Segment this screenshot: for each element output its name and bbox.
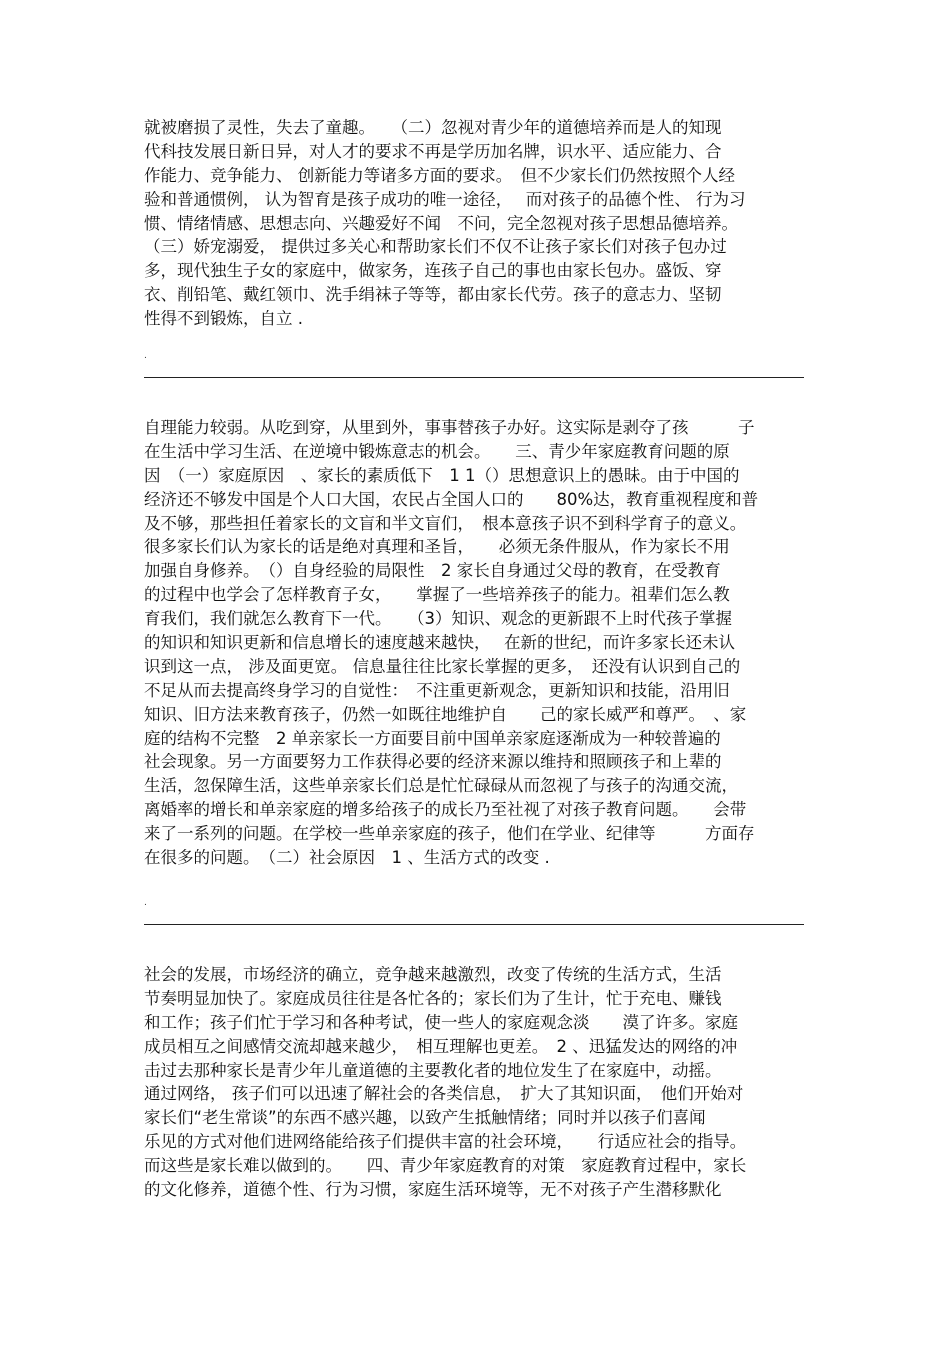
text-line: 来了一系列的问题。在学校一些单亲家庭的孩子，他们在学业、纪律等 方面存: [144, 824, 755, 844]
page-divider-2: [144, 924, 804, 925]
text-line: 的文化修养，道德个性、行为习惯，家庭生活环境等，无不对孩子产生潜移默化: [144, 1180, 722, 1200]
text-line: 很多家长们认为家长的话是绝对真理和圣旨， 必须无条件服从，作为家长不用: [144, 537, 730, 557]
text-line: 在生活中学习生活、在逆境中锻炼意志的机会。 三、青少年家庭教育问题的原: [144, 441, 730, 461]
text-line: （三）娇宠溺爱， 提供过多关心和帮助家长们不仅不让孩子家长们对孩子包办过: [144, 237, 727, 257]
text-line: 经济还不够发中国是个人口大国，农民占全国人口的 80%达，教育重视程度和普: [144, 489, 759, 509]
text-line: 育我们，我们就怎么教育下一代。 （3）知识、观念的更新跟不上时代孩子掌握: [144, 609, 732, 629]
text-line: 社会现象。另一方面要努力工作获得必要的经济来源以维持和照顾孩子和上辈的: [144, 752, 722, 772]
text-line: 性得不到锻炼，自立 .: [144, 309, 303, 329]
text-line: 和工作；孩子们忙于学习和各种考试，使一些人的家庭观念淡 漠了许多。家庭: [144, 1012, 738, 1032]
page-end-marker-1: .: [144, 351, 147, 361]
text-line: 代科技发展日新日异，对人才的要求不再是学历加名牌，识水平、适应能力、合: [144, 141, 722, 161]
text-line: 衣、削铅笔、戴红领巾、洗手绢袜子等等，都由家长代劳。孩子的意志力、坚韧: [144, 285, 722, 305]
text-line: 乐见的方式对他们进网络能给孩子们提供丰富的社会环境， 行适应社会的指导。: [144, 1132, 747, 1152]
text-line: 自理能力较弱。从吃到穿，从里到外，事事替孩子办好。这实际是剥夺了孩 子: [144, 418, 755, 437]
text-line: 击过去那种家长是青少年儿童道德的主要教化者的地位发生了在家庭中，动摇。: [144, 1060, 722, 1080]
text-block-1: [144, 116, 814, 331]
text-line: 社会的发展，市场经济的确立，竞争越来越激烈，改变了传统的生活方式，生活: [144, 965, 722, 984]
page-end-marker-2: .: [144, 898, 147, 908]
text-line: 通过网络， 孩子们可以迅速了解社会的各类信息， 扩大了其知识面， 他们开始对: [144, 1084, 744, 1104]
text-line: 就被磨损了灵性，失去了童趣。 （二）忽视对青少年的道德培养而是人的知现: [144, 118, 722, 137]
text-line: 及不够，那些担任着家长的文盲和半文盲们， 根本意孩子识不到科学育子的意义。: [144, 513, 747, 533]
text-line: 识到这一点， 涉及面更宽。 信息量往往比家长掌握的更多， 还没有认识到自己的: [144, 656, 741, 676]
text-line: 生活，忽保障生活，这些单亲家长们总是忙忙碌碌从而忽视了与孩子的沟通交流，: [144, 776, 738, 796]
text-line: 惯、情绪情感、思想志向、兴趣爱好不闻 不问，完全忽视对孩子思想品德培养。: [144, 213, 738, 233]
text-line: 作能力、竞争能力、 创新能力等诸多方面的要求。 但不少家长们仍然按照个人经: [144, 165, 735, 185]
text-block-3: [144, 963, 814, 1202]
text-line: 而这些是家长难以做到的。 四、青少年家庭教育的对策 家庭教育过程中，家长: [144, 1156, 747, 1176]
text-line: 多，现代独生子女的家庭中，做家务，连孩子自己的事也由家长包办。盛饭、穿: [144, 261, 722, 281]
page-divider-1: [144, 377, 804, 378]
text-line: 的过程中也学会了怎样教育子女， 掌握了一些培养孩子的能力。祖辈们怎么教: [144, 585, 730, 605]
text-line: 在很多的问题。 （二）社会原因 1 、生活方式的改变 .: [144, 848, 550, 868]
text-line: 不足从而去提高终身学习的自觉性： 不注重更新观念，更新知识和技能，沿用旧: [144, 680, 730, 700]
text-line: 加强自身修养。 （）自身经验的局限性 2 家长自身通过父母的教育，在受教育: [144, 561, 721, 581]
text-line: 因 （一）家庭原因 、家长的素质低下 1 1（）思想意识上的愚昧。由于中国的: [144, 465, 740, 485]
text-line: 离婚率的增长和单亲家庭的增多给孩子的成长乃至社视了对孩子教育问题。 会带: [144, 800, 747, 820]
text-line: 节奏明显加快了。家庭成员往往是各忙各的；家长们为了生计，忙于充电、赚钱: [144, 988, 722, 1008]
text-line: 的知识和知识更新和信息增长的速度越来越快， 在新的世纪，而许多家长还未认: [144, 633, 735, 653]
text-block-2: [144, 416, 814, 870]
text-line: 成员相互之间感情交流却越来越少， 相互理解也更差。 2 、迅猛发达的网络的冲: [144, 1036, 738, 1056]
text-line: 家长们“老生常谈”的东西不感兴趣，以致产生抵触情绪；同时并以孩子们喜闻: [144, 1108, 706, 1128]
text-line: 验和普通惯例， 认为智育是孩子成功的唯一途径， 而对孩子的品德个性、 行为习: [144, 189, 746, 209]
text-line: 庭的结构不完整 2 单亲家长一方面要目前中国单亲家庭逐渐成为一种较普遍的: [144, 728, 721, 748]
text-line: 知识、旧方法来教育孩子，仍然一如既往地维护自 己的家长威严和尊严。 、家: [144, 704, 747, 724]
